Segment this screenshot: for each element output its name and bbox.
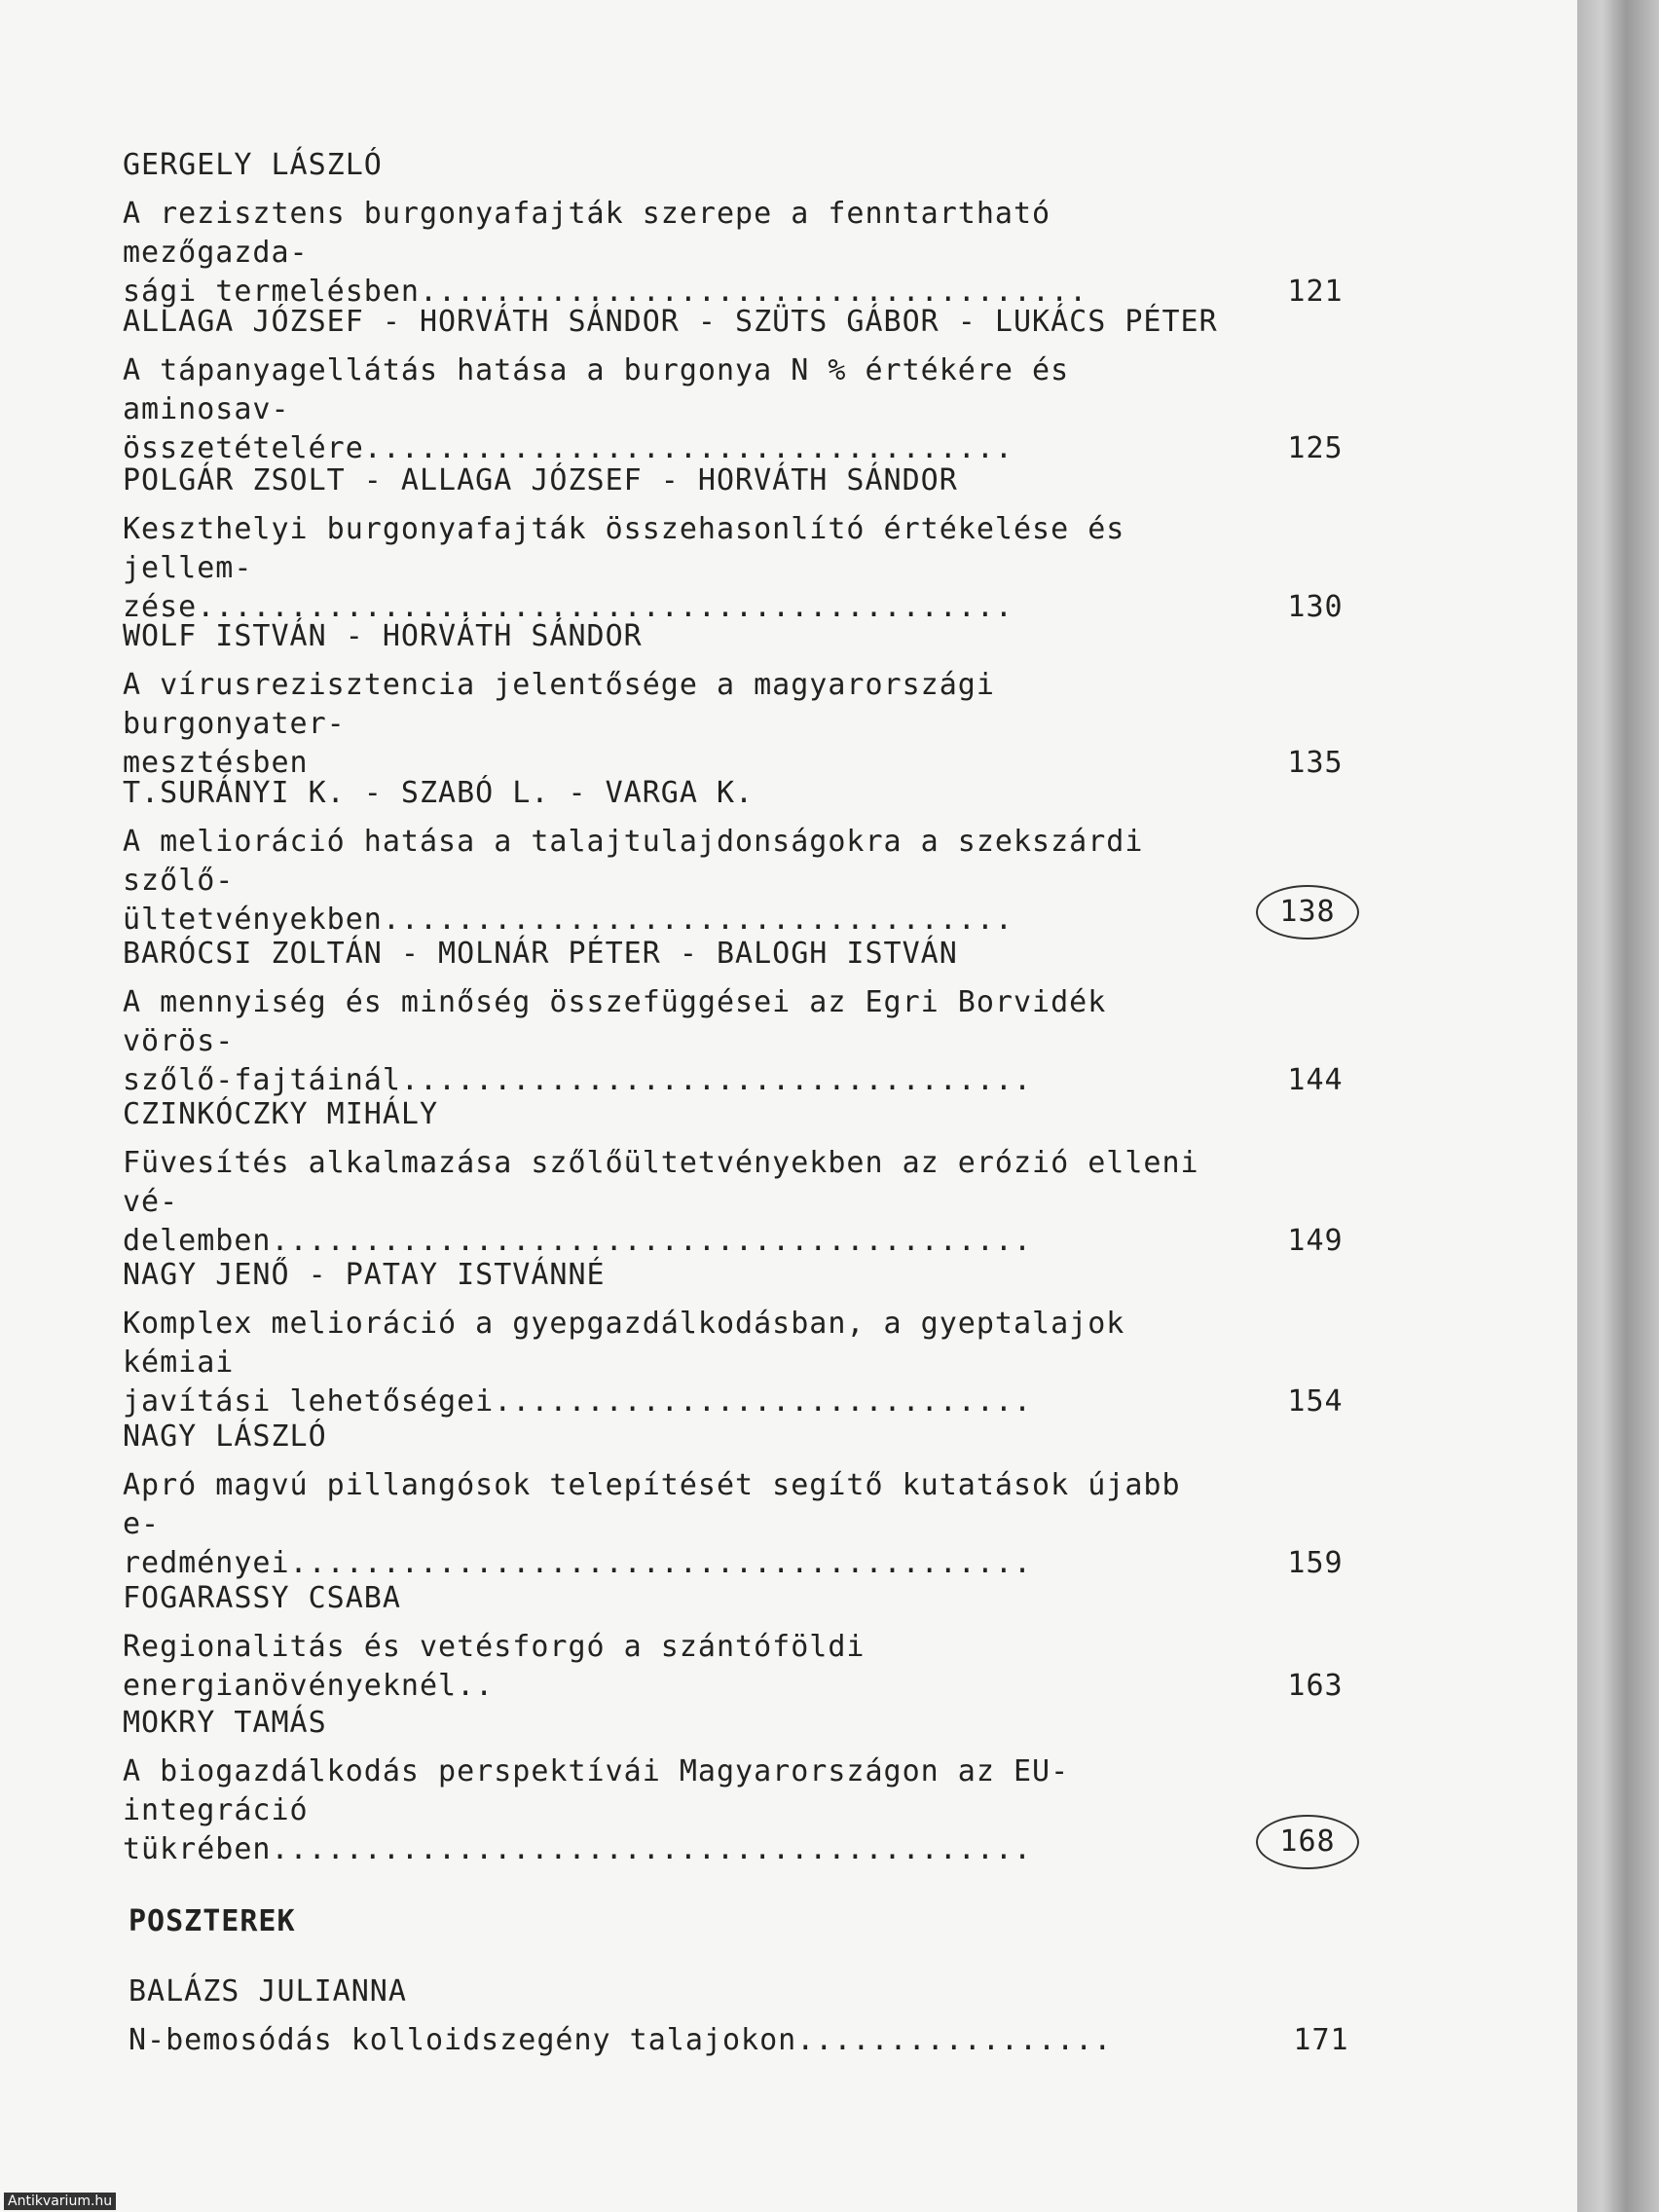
entry-title: A biogazdálkodás perspektívái Magyarországon az EU-integráció tükrében.........................................: [123, 1754, 1070, 1866]
entry-title-row: [129, 2021, 1349, 2060]
entry-title-row: [123, 1752, 1336, 1869]
toc-entry: [123, 1097, 1344, 1261]
entry-title: Füvesítés alkalmazása szőlőültetvényekben az erózió elleni vé- delemben.........................................: [123, 1146, 1199, 1258]
entry-page-number[interactable]: 135: [1287, 746, 1344, 780]
toc-entry: [123, 1258, 1344, 1421]
entry-title-row: [123, 666, 1344, 783]
entry-page-number-circled[interactable]: 168: [1256, 1815, 1359, 1869]
toc-entry: [123, 937, 1344, 1100]
entry-author: NAGY LÁSZLÓ: [123, 1419, 327, 1454]
entry-title-row: [123, 1144, 1344, 1261]
entry-page-number[interactable]: 163: [1287, 1669, 1344, 1703]
entry-page-number[interactable]: 159: [1287, 1546, 1344, 1580]
entry-page-number[interactable]: 125: [1287, 431, 1344, 465]
entry-author: ALLAGA JÓZSEF - HORVÁTH SÁNDOR - SZÜTS GÁBOR - LUKÁCS PÉTER: [123, 305, 1218, 339]
entry-page-number[interactable]: 149: [1287, 1224, 1344, 1258]
entry-title: A rezisztens burgonyafajták szerepe a fenntartható mezőgazda- sági termelésben....................................: [123, 197, 1088, 309]
toc-entry: [123, 619, 1344, 783]
entry-title: A mennyiség és minőség összefüggései az Egri Borvidék vörös- szőlő-fajtáinál..................................: [123, 985, 1107, 1097]
entry-title: A tápanyagellátás hatása a burgonya N % értékére és aminosav- összetételére...................................: [123, 353, 1070, 465]
page-edge: [1577, 0, 1659, 2212]
toc-entry-poster: [129, 1974, 1349, 2060]
entry-page-number[interactable]: 171: [1293, 2023, 1349, 2057]
entry-title: N-bemosódás kolloidszegény talajokon.................: [129, 2023, 1113, 2057]
entry-page-number[interactable]: 121: [1287, 275, 1344, 309]
toc-entry: [123, 305, 1344, 468]
entry-author: T.SURÁNYI K. - SZABÓ L. - VARGA K.: [123, 776, 755, 810]
entry-author: MOKRY TAMÁS: [123, 1706, 327, 1740]
entry-author: NAGY JENŐ - PATAY ISTVÁNNÉ: [123, 1258, 606, 1292]
section-heading-posters: POSZTEREK: [129, 1904, 296, 1938]
entry-title-row: [123, 1628, 1344, 1706]
entry-title-row: [123, 823, 1336, 940]
entry-author: CZINKÓCZKY MIHÁLY: [123, 1097, 439, 1131]
entry-title: Regionalitás és vetésforgó a szántóföldi energianövényeknél..: [123, 1630, 884, 1703]
entry-page-number[interactable]: 144: [1287, 1063, 1344, 1097]
entry-title: Komplex melioráció a gyepgazdálkodásban, a gyeptalajok kémiai javítási lehetőségei.............................: [123, 1307, 1125, 1419]
entry-page-number[interactable]: 130: [1287, 590, 1344, 624]
entry-title-row: [123, 195, 1344, 312]
toc-entry: [123, 148, 1344, 312]
entry-page-number-circled[interactable]: 138: [1256, 885, 1359, 940]
entry-title: A vírusrezisztencia jelentősége a magyarországi burgonyater- mesztésben: [123, 668, 995, 780]
entry-page-number[interactable]: 154: [1287, 1384, 1344, 1419]
entry-title-row: [123, 1466, 1344, 1583]
entry-author: BARÓCSI ZOLTÁN - MOLNÁR PÉTER - BALOGH ISTVÁN: [123, 937, 958, 971]
entry-author: FOGARASSY CSABA: [123, 1581, 401, 1615]
entry-title: A melioráció hatása a talajtulajdonságokra a szekszárdi szőlő- ültetvényekben..................................: [123, 825, 1144, 937]
entry-author: GERGELY LÁSZLÓ: [123, 148, 383, 182]
entry-title-row: [123, 510, 1344, 627]
entry-title-row: [123, 983, 1344, 1100]
entry-title: Apró magvú pillangósok telepítését segítő kutatások újabb e- redményei........................................: [123, 1468, 1181, 1580]
toc-entry: [123, 1581, 1344, 1706]
entry-title-row: [123, 1305, 1344, 1421]
toc-entry: [123, 776, 1336, 940]
toc-entry: [123, 463, 1344, 627]
entry-author: BALÁZS JULIANNA: [129, 1974, 407, 2009]
watermark: Antikvarium.hu: [4, 2193, 116, 2210]
toc-entry: [123, 1419, 1344, 1583]
entry-author: WOLF ISTVÁN - HORVÁTH SÁNDOR: [123, 619, 643, 653]
entry-author: POLGÁR ZSOLT - ALLAGA JÓZSEF - HORVÁTH SÁNDOR: [123, 463, 958, 498]
entry-title: Keszthelyi burgonyafajták összehasonlító értékelése és jellem- zése............................................: [123, 512, 1125, 624]
entry-title-row: [123, 351, 1344, 468]
toc-entry: [123, 1706, 1336, 1869]
